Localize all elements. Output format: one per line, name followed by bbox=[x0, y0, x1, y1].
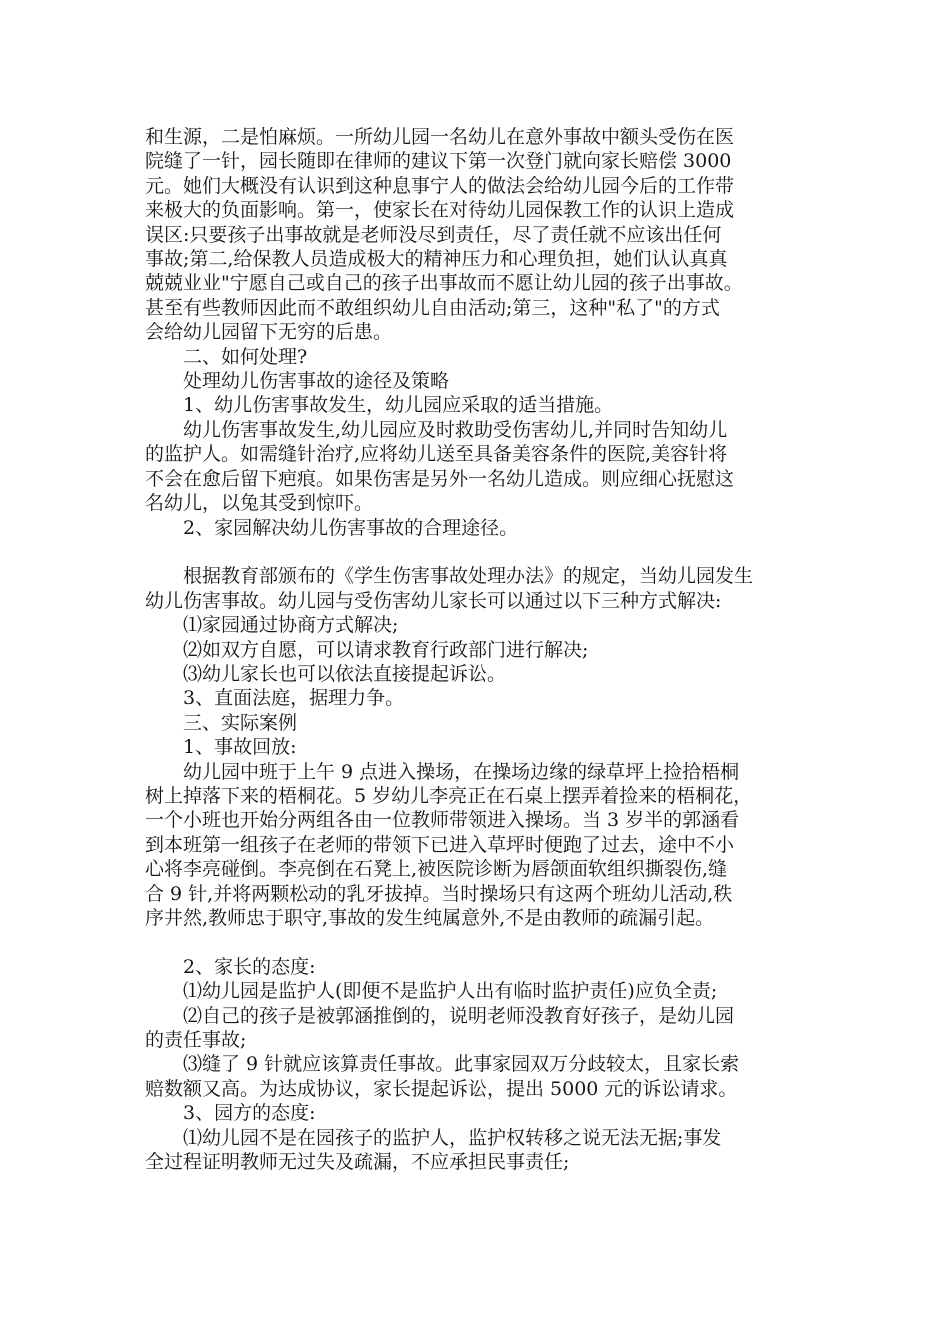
text-line: 序井然,教师忠于职守,事故的发生纯属意外,不是由教师的疏漏引起。 bbox=[145, 906, 715, 929]
text-line: 3、园方的态度: bbox=[183, 1102, 316, 1125]
text-line: 到本班第一组孩子在老师的带领下已进入草坪时便跑了过去，途中不小 bbox=[145, 833, 735, 856]
text-line: 赔数额又高。为达成协议，家长提起诉讼，提出 5000 元的诉讼请求。 bbox=[145, 1077, 738, 1100]
blank-line bbox=[145, 930, 810, 954]
text-line: ⑶缝了 9 针就应该算责任事故。此事家园双万分歧较太，且家长索 bbox=[183, 1053, 740, 1076]
text-line: ⑴幼儿园不是在园孩子的监护人，监护权转移之说无法无据;事发 bbox=[183, 1126, 722, 1149]
text-line: 误区:只要孩子出事故就是老师没尽到责任，尽了责任就不应该出任何 bbox=[145, 223, 722, 246]
text-line: 甚至有些教师因此而不敢组织幼儿自由活动;第三，这种"私了"的方式 bbox=[145, 296, 720, 319]
text-line: 心将李亮碰倒。李亮倒在石凳上,被医院诊断为唇颌面软组织撕裂伤,缝 bbox=[145, 858, 728, 881]
text-line: 元。她们大概没有认识到这种息事宁人的做法会给幼儿园今后的工作带 bbox=[145, 174, 735, 197]
text-line: 合 9 针,并将两颗松动的乳牙拔掉。当时操场只有这两个班幼儿活动,秩 bbox=[145, 882, 733, 905]
text-line: 1、事故回放: bbox=[183, 736, 297, 759]
text-line: 的责任事故; bbox=[145, 1029, 247, 1051]
text-line: ⑴家园通过协商方式解决; bbox=[183, 614, 399, 637]
text-line: 院缝了一针，园长随即在律师的建议下第一次登门就向家长赔偿 3000 bbox=[145, 150, 732, 173]
text-line: ⑴幼儿园是监护人(即便不是监护人出有临时监护责任)应负全责; bbox=[183, 980, 718, 1003]
text-line: 来极大的负面影响。第一，使家长在对待幼儿园保教工作的认识上造成 bbox=[145, 199, 735, 222]
text-line: 会给幼儿园留下无穷的后患。 bbox=[145, 321, 393, 344]
text-line: 3、直面法庭，据理力争。 bbox=[183, 687, 405, 710]
text-line: 幼儿伤害事故。幼儿园与受伤害幼儿家长可以通过以下三种方式解决: bbox=[145, 589, 722, 612]
text-line: 幼儿伤害事故发生,幼儿园应及时救助受伤害幼儿,并同时告知幼儿 bbox=[183, 418, 728, 441]
text-line: 不会在愈后留下疤痕。如果伤害是另外一名幼儿造成。则应细心抚慰这 bbox=[145, 467, 735, 490]
text-line: 和生源，二是怕麻烦。一所幼儿园一名幼儿在意外事故中额头受伤在医 bbox=[145, 126, 735, 148]
text-line: 2、家长的态度: bbox=[183, 955, 316, 978]
text-line: 三、实际案例 bbox=[183, 711, 298, 734]
document-body bbox=[145, 125, 810, 1174]
text-line: ⑵自己的孩子是被郭涵推倒的，说明老师没教育好孩子，是幼儿园 bbox=[183, 1004, 735, 1027]
text-line: 处理幼儿伤害事故的途径及策略 bbox=[183, 370, 450, 393]
text-line: 2、家园解决幼儿伤害事故的合理途径。 bbox=[183, 516, 519, 539]
text-line: 名幼儿，以兔其受到惊吓。 bbox=[145, 492, 374, 515]
text-line: ⑶幼儿家长也可以依法直接提起诉讼。 bbox=[183, 662, 507, 685]
text-line: 一个小班也开始分两组各由一位教师带领进入操场。当 3 岁半的郭涵看 bbox=[145, 809, 740, 832]
text-line: 全过程证明教师无过失及疏漏，不应承担民事责任; bbox=[145, 1151, 570, 1174]
text-line: 的监护人。如需缝针治疗,应将幼儿送至具备美容条件的医院,美容针将 bbox=[145, 443, 728, 466]
text-line: 根据教育部颁布的《学生伤害事故处理办法》的规定，当幼儿园发生 bbox=[183, 565, 754, 588]
text-line: ⑵如双方自愿，可以请求教育行政部门进行解决; bbox=[183, 638, 589, 661]
text-line: 二、如何处理? bbox=[183, 345, 308, 368]
text-line: 1、幼儿伤害事故发生，幼儿园应采取的适当措施。 bbox=[183, 394, 614, 417]
text-line: 幼儿园中班于上午 9 点进入操场，在操场边缘的绿草坪上捡拾梧桐 bbox=[183, 760, 740, 783]
text-line: 事故;第二,给保教人员造成极大的精神压力和心理负担，她们认认真真 bbox=[145, 248, 728, 271]
blank-line bbox=[145, 540, 810, 564]
text-line: 兢兢业业"宁愿自己或自己的孩子出事故而不愿让幼儿园的孩子出事故。 bbox=[145, 272, 743, 295]
text-line: 树上掉落下来的梧桐花。5 岁幼儿李亮正在石桌上摆弄着捡来的梧桐花， bbox=[145, 784, 753, 807]
